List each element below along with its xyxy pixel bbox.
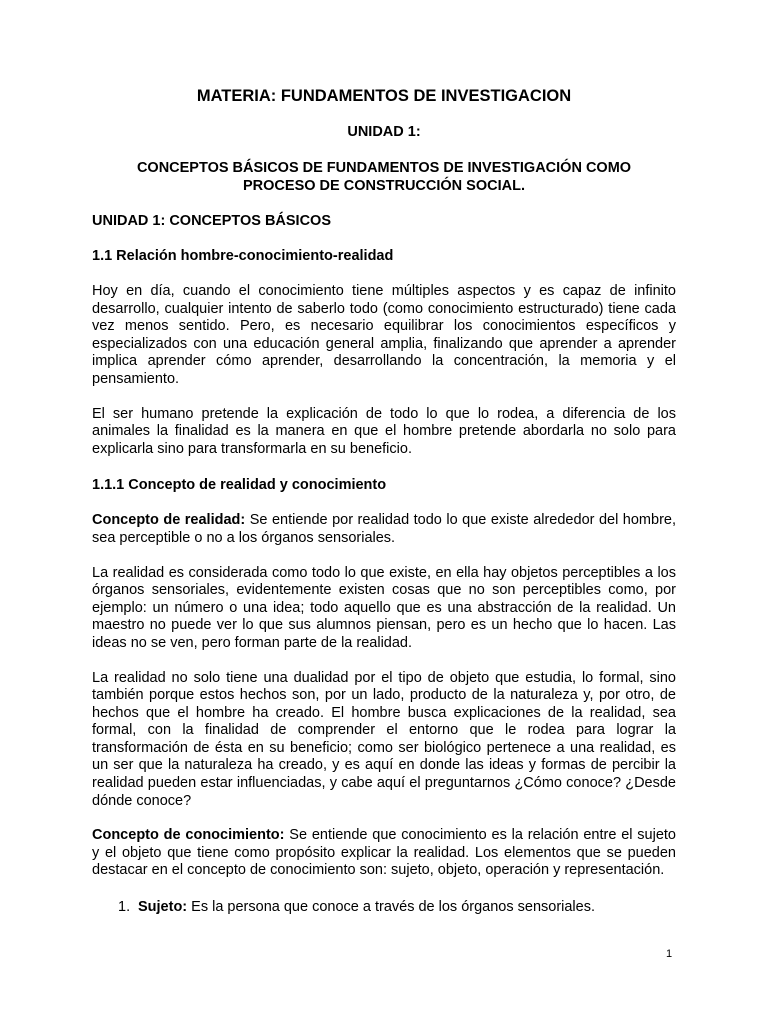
subsection-heading-1-1-1: 1.1.1 Concepto de realidad y conocimiento — [92, 477, 387, 494]
realidad-label: Concepto de realidad: — [92, 512, 246, 529]
unit-title-line-2: PROCESO DE CONSTRUCCIÓN SOCIAL. — [243, 178, 525, 194]
paragraph-realidad — [92, 512, 676, 547]
document-title: MATERIA: FUNDAMENTOS DE INVESTIGACION — [196, 87, 572, 105]
conocimiento-text: Se entiende que conocimiento es la relación entre el sujeto y el objeto que tiene como propósito explicar la realidad. Los elementos que se pueden destacar en el concepto de conocimiento son: sujeto, objeto, operación y representación. — [92, 827, 676, 879]
elements-list — [92, 898, 676, 916]
paragraph-2: El ser humano pretende la explicación de todo lo que lo rodea, a diferencia de los animales la finalidad es la manera en que el hombre pretende abordarla no solo para explicarla sino para transformarla en su beneficio. — [92, 405, 676, 457]
conocimiento-label: Concepto de conocimiento: — [92, 827, 285, 844]
subsection-heading-1-1: 1.1 Relación hombre-conocimiento-realidad — [92, 248, 394, 264]
list-item-text: Es la persona que conoce a través de los órganos sensoriales. — [187, 899, 595, 916]
section-heading: UNIDAD 1: CONCEPTOS BÁSICOS — [92, 213, 332, 229]
unit-title — [92, 159, 676, 195]
paragraph-1: Hoy en día, cuando el conocimiento tiene múltiples aspectos y es capaz de infinito desarrollo, cualquier intento de saberlo todo (como conocimiento estructurado) tiene cada vez menos sentido. Pero, es necesario equilibrar los conocimientos específicos y especializados con una educación general amplia, finalizando que aprender a aprender implica aprender cómo aprender, desarrollando la concentración, la memoria y el pensamiento. — [92, 283, 676, 387]
paragraph-4: La realidad no solo tiene una dualidad por el tipo de objeto que estudia, lo formal, sino también porque estos hechos son, por un lado, producto de la naturaleza y, por otro, de hechos que el hombre ha creado. El hombre busca explicaciones de la realidad, sea formal, con la finalidad de comprender el entorno que le rodea para lograr la transformación de ésta en su beneficio; como ser biológico pertenece a una realidad, es un ser que la naturaleza ha creado, y es aquí en donde las ideas y formas de percibir la realidad pueden estar influenciadas, y cabe aquí el preguntarnos ¿Cómo conoce? ¿Desde dónde conoce? — [92, 669, 676, 809]
paragraph-conocimiento — [92, 827, 676, 880]
unit-label: UNIDAD 1: — [347, 124, 421, 140]
list-item-number: 1. — [118, 899, 131, 916]
document-page — [92, 86, 676, 916]
paragraph-3: La realidad es considerada como todo lo que existe, en ella hay objetos perceptibles a los órganos sensoriales, evidentemente existen cosas que no son perceptibles como, por ejemplo: un número o una idea; todo aquello que es una abstracción de la realidad. Un maestro no puede ver lo que sus alumnos piensan, pero es un hecho que lo hacen. Las ideas no se ven, pero forman parte de la realidad. — [92, 564, 676, 651]
page-number: 1 — [666, 948, 673, 960]
list-item — [92, 898, 676, 916]
unit-title-line-1: CONCEPTOS BÁSICOS DE FUNDAMENTOS DE INVESTIGACIÓN COMO — [136, 160, 632, 176]
list-item-label: Sujeto: — [138, 899, 188, 916]
realidad-text: Se entiende por realidad todo lo que existe alrededor del hombre, sea perceptible o no a los órganos sensoriales. — [92, 512, 676, 546]
